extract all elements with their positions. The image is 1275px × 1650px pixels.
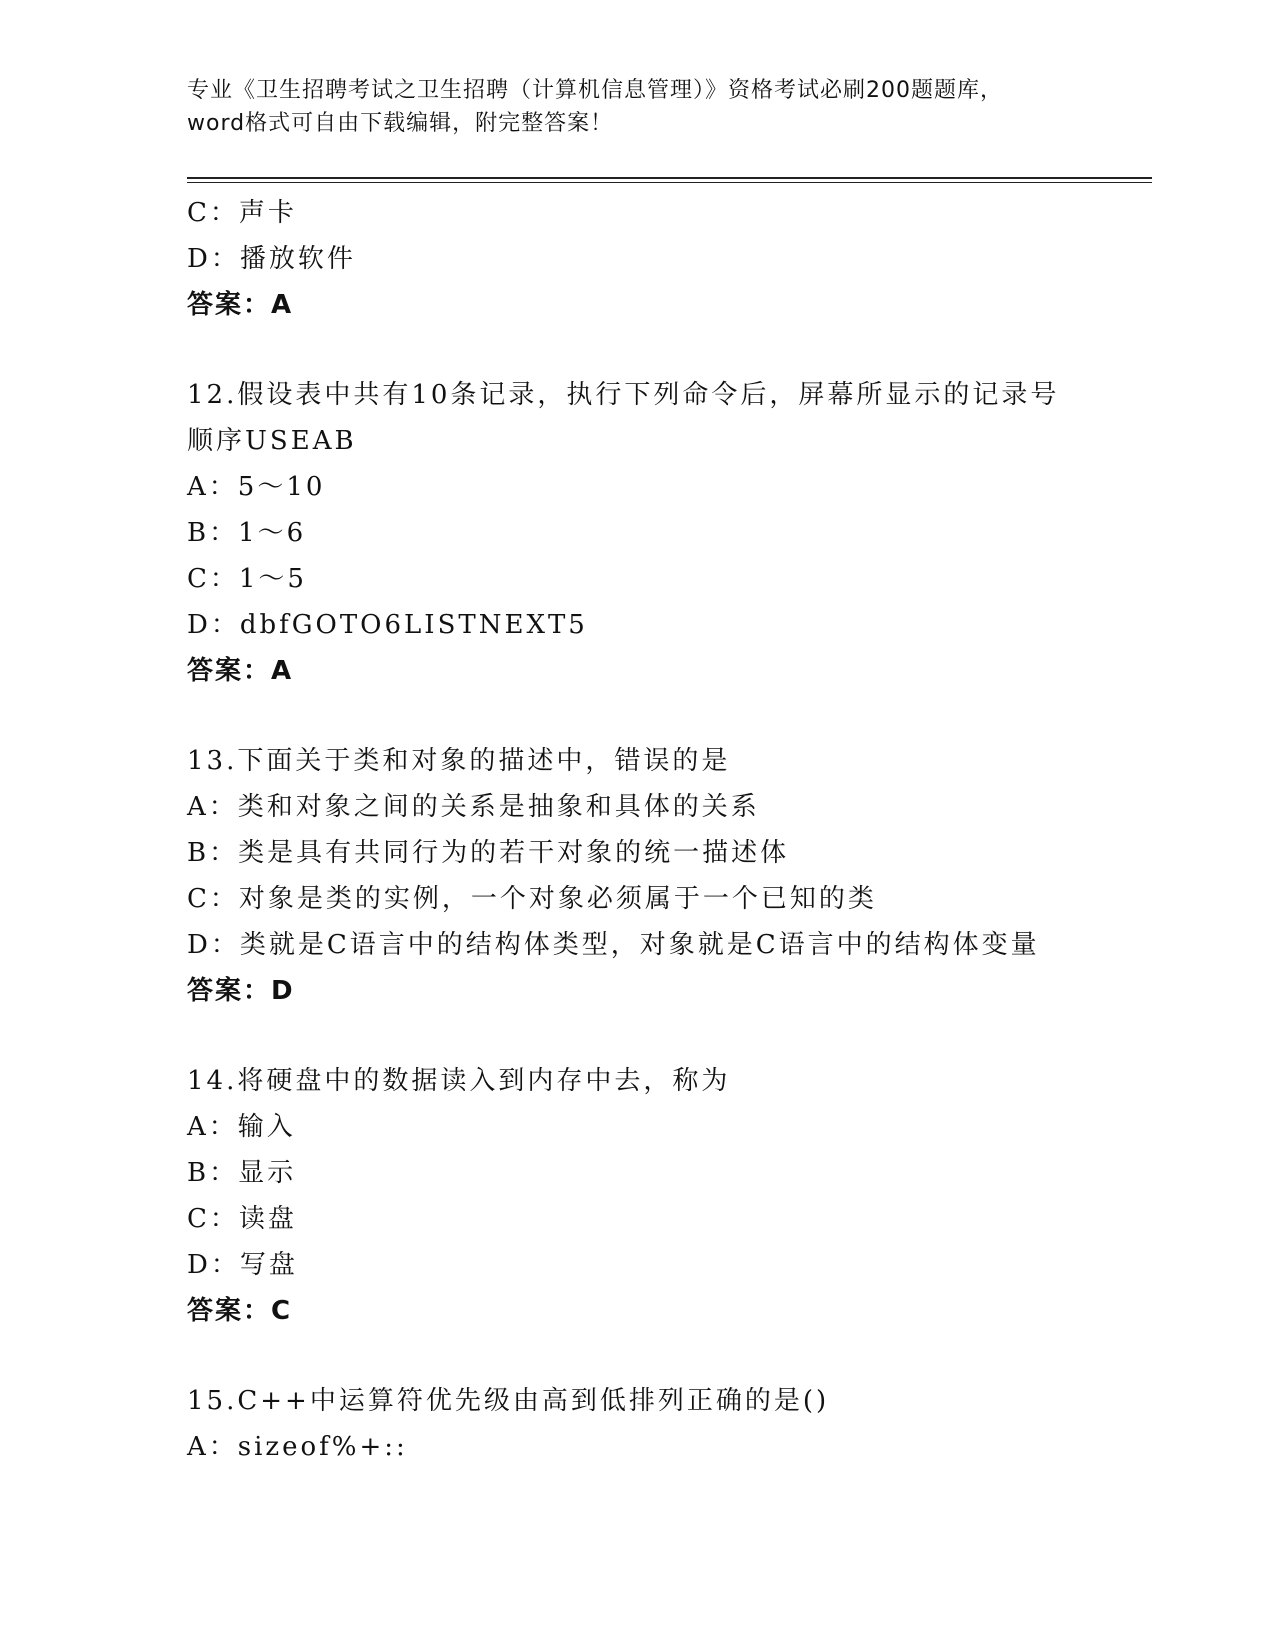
question-block [187,190,1087,328]
option-line: C：1～5 [187,564,307,594]
question-line: 13.下面关于类和对象的描述中，错误的是 [187,746,731,776]
option-line: A：输入 [187,1112,296,1142]
answer-line: 答案：C [187,1296,293,1326]
question-line: 15.C++中运算符优先级由高到低排列正确的是() [187,1386,830,1416]
option-line: A：5～10 [187,472,326,502]
option-line: B：类是具有共同行为的若干对象的统一描述体 [187,838,790,868]
question-line: 12.假设表中共有10条记录，执行下列命令后，屏幕所显示的记录号 [187,380,1060,410]
question-block [187,738,1087,1014]
question-content [187,190,1087,1470]
question-line: 14.将硬盘中的数据读入到内存中去，称为 [187,1066,731,1096]
option-line: B：显示 [187,1158,297,1188]
option-line: D：播放软件 [187,244,356,274]
answer-line: 答案：D [187,976,295,1006]
header-line-1: 专业《卫生招聘考试之卫生招聘（计算机信息管理）》资格考试必刷200题题库， [187,78,1003,103]
answer-line: 答案：A [187,290,294,320]
option-line: D：写盘 [187,1250,298,1280]
option-line: D：类就是C语言中的结构体类型，对象就是C语言中的结构体变量 [187,930,1040,960]
option-line: C：对象是类的实例，一个对象必须属于一个已知的类 [187,884,877,914]
question-block [187,372,1087,694]
option-line: A：类和对象之间的关系是抽象和具体的关系 [187,792,760,822]
option-line: A：sizeof%+:: [187,1432,408,1462]
answer-line: 答案：A [187,656,294,686]
option-line: D：dbfGOTO6LISTNEXT5 [187,610,588,640]
question-line: 顺序USEAB [187,426,357,456]
option-line: C：声卡 [187,198,297,228]
option-line: C：读盘 [187,1204,297,1234]
page-header [187,74,1087,140]
question-block [187,1378,1087,1470]
question-block [187,1058,1087,1334]
header-line-2: word格式可自由下载编辑，附完整答案！ [187,111,614,136]
header-rule-thick [187,177,1152,179]
header-rule-thin [187,182,1152,183]
option-line: B：1～6 [187,518,307,548]
